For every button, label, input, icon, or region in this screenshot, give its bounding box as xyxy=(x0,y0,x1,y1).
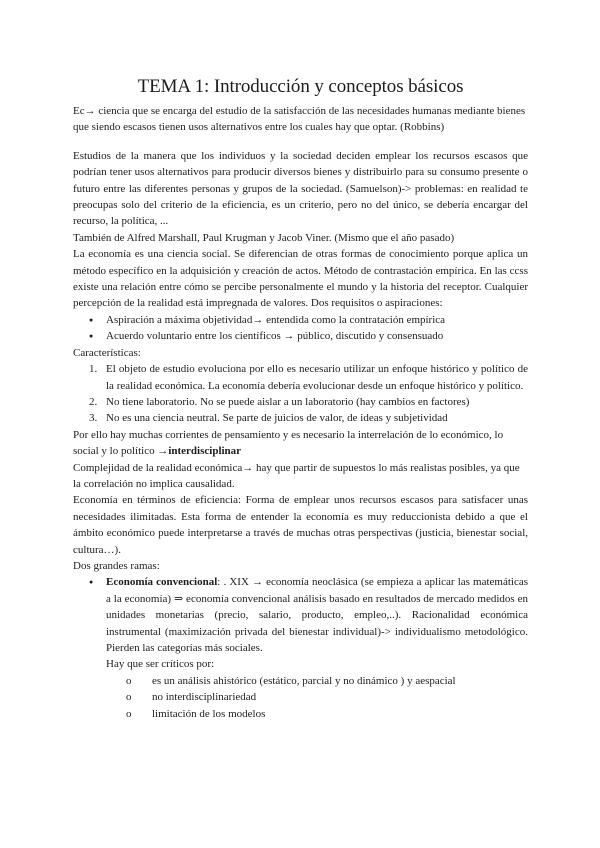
item-text: no interdisciplinariedad xyxy=(152,691,257,704)
list-item xyxy=(73,410,528,426)
aspirations-list xyxy=(73,312,528,345)
conventional-title: Economía convencional xyxy=(106,576,218,589)
currents-paragraph xyxy=(73,427,528,460)
critics-list xyxy=(73,673,528,722)
item-number: 1. xyxy=(89,363,98,376)
social-science-paragraph: La economía es una ciencia social. Se diferencian de otras formas de conocimiento porque aplica un método específico en la adquisición y creación de actos. Método de contrastación empírica. En las ccss existe una relación entre cómo se percibe personalmente el mundo y la historia del receptor. Cualquier percepción de la realidad está impregnada de valores. Dos requisitos o aspiraciones: xyxy=(73,248,528,310)
list-item xyxy=(73,361,528,394)
list-item xyxy=(106,689,528,705)
definition-samuelson: Estudios de la manera que los individuos y la sociedad deciden emplear los recursos escasos que podrían tener usos alternativos para producir diversos bienes y distribuirlo para su consumo presente o futuro entre las diferentes personas y grupos de la sociedad. (Samuelson)-> problemas: en realidad te preocupas solo del criterio de la eficiencia, es un criterio, pero no del único, se debería encargar del recurso, la política, ... xyxy=(73,149,528,228)
circle-marker: o xyxy=(126,691,132,704)
item-text: El objeto de estudio evoluciona por ello es necesario utilizar un enfoque histórico y político de la realidad económica. La economía debería evolucionar desde un enfoque histórico y político. xyxy=(106,363,528,392)
currents-text: Por ello hay muchas corrientes de pensamiento y es necesario la interrelación de lo económico, lo social y lo político → xyxy=(73,428,504,458)
item-number: 3. xyxy=(89,412,98,425)
circle-marker: o xyxy=(126,674,132,687)
features-list xyxy=(73,361,528,427)
interdisciplinar-bold: interdisciplinar xyxy=(168,445,242,458)
item-text: No tiene laboratorio. No se puede aislar a un laboratorio (hay cambios en factores) xyxy=(106,395,470,408)
authors-note: También de Alfred Marshall, Paul Krugman y Jacob Viner. (Mismo que el año pasado) xyxy=(73,231,455,244)
list-item: ● Aspiración a máxima objetividad→ entendida como la contratación empírica xyxy=(73,312,528,328)
item-text: es un análisis ahistórico (estático, parcial y no dinámico ) y aespacial xyxy=(152,674,456,687)
conventional-text: : . XIX → economía neoclásica (se empieza a aplicar las matemáticas a la economía) ⇒ economía convencional análisis basado en resultados de mercado medidos en unidades monetarias (precio, salario, producto, empleo,..). Racionalidad económica instrumental (maximización privada del bienestar individual)-> individualismo metodológico. Pierden las categorías más sociales. xyxy=(106,576,529,654)
list-item xyxy=(106,673,528,689)
list-item xyxy=(106,706,528,722)
features-heading: Características: xyxy=(73,346,141,359)
circle-marker: o xyxy=(126,707,132,720)
branches-list xyxy=(73,574,528,656)
list-item xyxy=(73,574,528,656)
branches-heading: Dos grandes ramas: xyxy=(73,559,160,572)
critics-heading: Hay que ser críticos por: xyxy=(106,658,215,671)
efficiency-paragraph: Economía en términos de eficiencia: Forma de emplear unos recursos escasos para satisfacer unas necesidades ilimitadas. Esta forma de entender la economía es muy reduccionista debido a que el ámbito económico puede interpretarse a través de muchas otras perspectivas (justicia, bienestar social, cultura…). xyxy=(73,494,528,556)
document-body xyxy=(73,76,528,722)
item-number: 2. xyxy=(89,395,98,408)
list-item xyxy=(73,394,528,410)
complexity-paragraph: Complejidad de la realidad económica→ hay que partir de supuestos lo más realistas posibles, ya que la correlación no implica causalidad. xyxy=(73,461,520,490)
definition-robbins: Ec→ ciencia que se encarga del estudio de la satisfacción de las necesidades humanas mediante bienes que siendo escasos tienen usos alternativos entre los cuales hay que optar. (Robbins) xyxy=(73,105,526,134)
item-text: No es una ciencia neutral. Se parte de juicios de valor, de ideas y subjetividad xyxy=(106,412,448,425)
item-text: limitación de los modelos xyxy=(152,707,266,720)
page-title: TEMA 1: Introducción y conceptos básicos xyxy=(137,76,464,97)
list-item: ● Acuerdo voluntario entre los científicos → público, discutido y consensuado xyxy=(73,328,528,344)
